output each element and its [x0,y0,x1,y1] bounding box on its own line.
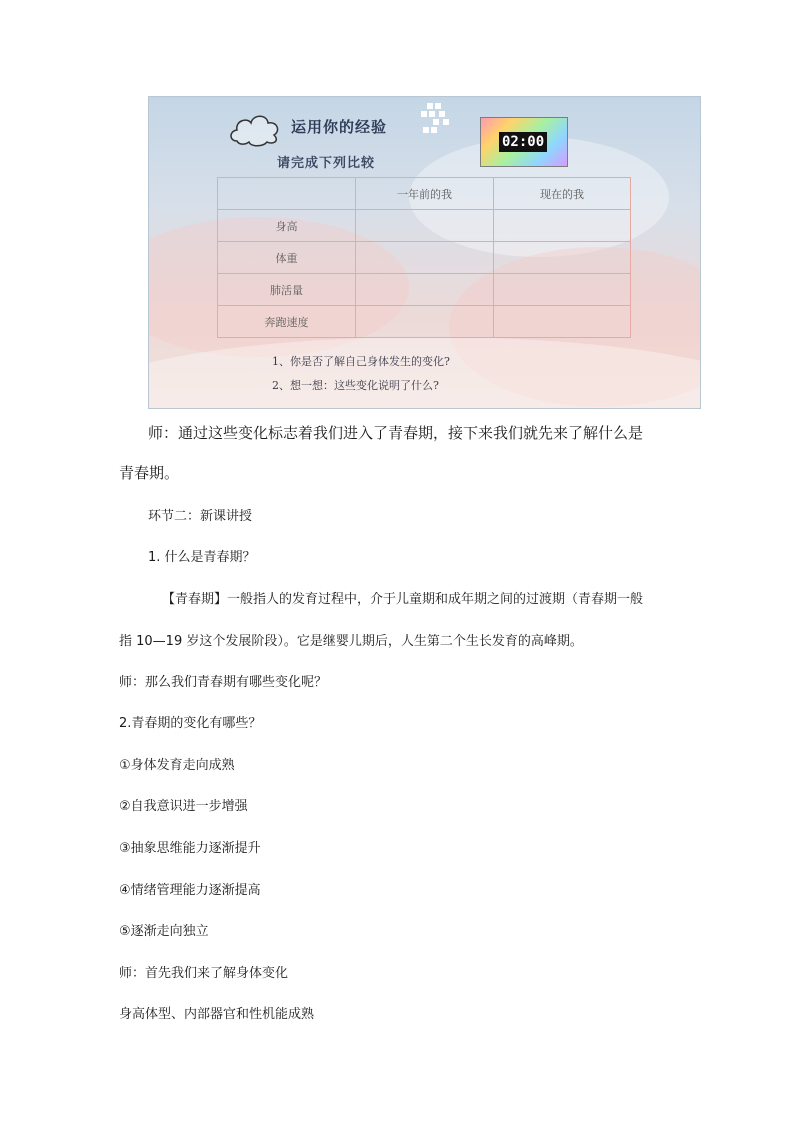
table-row [218,242,631,274]
table-cell [494,242,631,274]
lesson-slide-image [148,96,701,409]
teacher-statement: 师：首先我们来了解身体变化 [119,966,289,981]
slide-subtitle: 请完成下列比较 [277,156,376,171]
teacher-question: 师：那么我们青春期有哪些变化呢？ [119,675,328,690]
table-cell [356,306,494,338]
table-header-row [218,178,631,210]
countdown-timer-panel [480,117,568,167]
table-cell [494,274,631,306]
list-item: ③抽象思维能力逐渐提升 [119,841,261,856]
section-heading: 环节二：新课讲授 [148,509,253,524]
pixel-decoration [417,99,461,139]
comparison-table [217,177,631,338]
cloud-icon [227,109,283,149]
table-row-label: 身高 [218,210,356,242]
table-header-cell: 现在的我 [494,178,631,210]
table-cell [494,210,631,242]
countdown-timer: 02:00 [499,132,547,152]
background-cloud [148,337,701,409]
table-cell [494,306,631,338]
definition-line: 【青春期】一般指人的发育过程中，介于儿童期和成年期之间的过渡期（青春期一般 [162,592,644,607]
list-item: ①身体发育走向成熟 [119,758,235,773]
table-cell [356,274,494,306]
paragraph-line: 青春期。 [119,464,180,482]
table-row-label: 体重 [218,242,356,274]
table-row-label: 奔跑速度 [218,306,356,338]
table-row [218,210,631,242]
slide-question-2: 2、想一想：这些变化说明了什么? [272,379,439,392]
slide-question-1: 1、你是否了解自己身体发生的变化? [272,355,450,368]
table-cell [356,210,494,242]
paragraph-line: 身高体型、内部器官和性机能成熟 [119,1007,315,1022]
list-item: ⑤逐渐走向独立 [119,924,209,939]
table-row [218,274,631,306]
list-heading: 2.青春期的变化有哪些？ [119,716,262,731]
table-header-cell: 一年前的我 [356,178,494,210]
list-item: ②自我意识进一步增强 [119,799,248,814]
paragraph-line: 师：通过这些变化标志着我们进入了青春期，接下来我们就先来了解什么是 [148,424,644,442]
table-header-cell [218,178,356,210]
table-cell [356,242,494,274]
table-row [218,306,631,338]
table-row-label: 肺活量 [218,274,356,306]
list-item: 1. 什么是青春期？ [148,550,256,565]
definition-line: 指 10—19 岁这个发展阶段）。它是继婴儿期后，人生第二个生长发育的高峰期。 [119,634,583,649]
slide-title: 运用你的经验 [291,118,388,136]
list-item: ④情绪管理能力逐渐提高 [119,883,261,898]
